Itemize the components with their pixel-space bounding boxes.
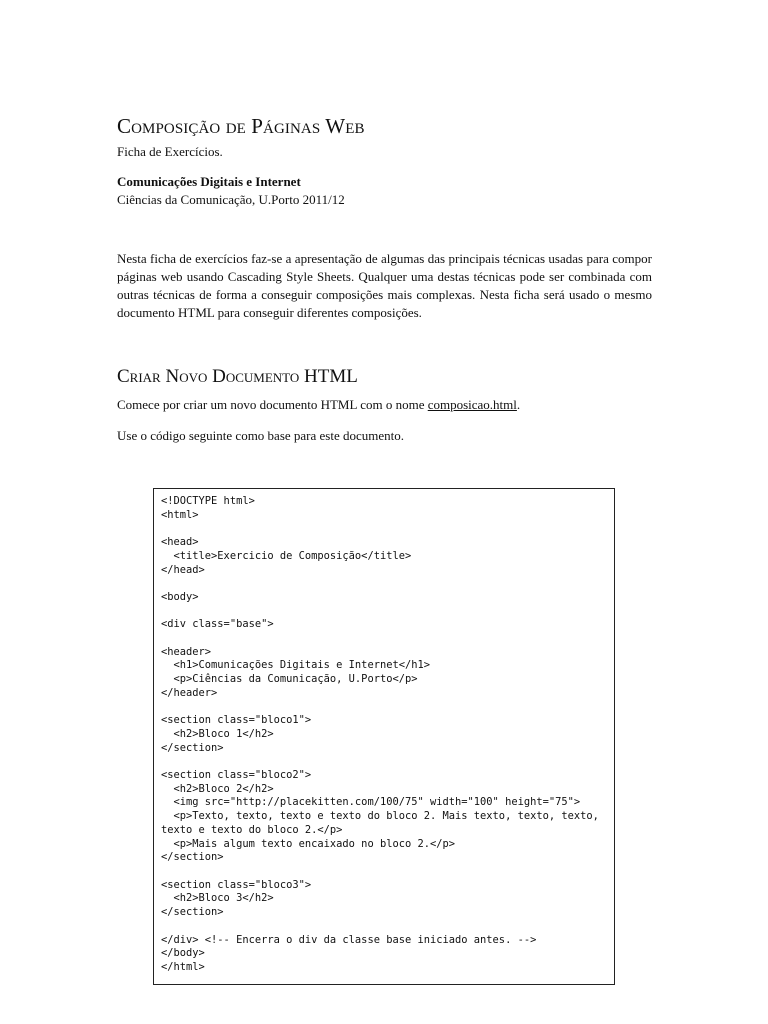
- instruction-period: .: [516, 397, 521, 412]
- document-subtitle: Ficha de Exercícios.: [117, 144, 223, 159]
- document-title: Composição de Páginas Web: [117, 114, 365, 138]
- section-heading: Criar Novo Documento HTML: [117, 366, 358, 387]
- filename-link[interactable]: composicao.html: [427, 397, 517, 412]
- intro-paragraph: Nesta ficha de exercícios faz-se a apresentação de algumas das principais técnicas usadas para compor páginas web usando Cascading Style Sheets. Qualquer uma destas técnicas pode ser combinada com outras técnicas de forma a conseguir composições mais complexas. Nesta ficha será usado o mesmo documento HTML para conseguir diferentes composições.: [117, 251, 652, 320]
- institution-line: Ciências da Comunicação, U.Porto 2011/12: [117, 192, 345, 207]
- course-name: Comunicações Digitais e Internet: [117, 174, 301, 189]
- base-code-paragraph: Use o código seguinte como base para este documento.: [117, 428, 404, 443]
- instruction-text: Comece por criar um novo documento HTML com o nome: [117, 397, 428, 412]
- code-box: [153, 488, 615, 985]
- instruction-paragraph: [117, 397, 652, 413]
- code-listing: <!DOCTYPE html> <html> <head> <title>Exercicio de Composição</title> </head> <body> <div class="base"> <header> <h1>Comunicações Digitais e Internet</h1> <p>Ciências da Comunicação, U.Porto</p> </header> <section class="bloco1"> <h2>Bloco 1</h2> </section> <section class="bloco2"> <h2>Bloco 2</h2> <img src="http://placekitten.com/100/75" width="100" height="75"> <p>Texto, texto, texto e texto do bloco 2. Mais texto, texto, texto, texto e texto do bloco 2.</p> <p>Mais algum texto encaixado no bloco 2.</p> </section> <section class="bloco3"> <h2>Bloco 3</h2> </section> </div> <!-- Encerra o div da classe base iniciado antes. --> </body> </html>: [161, 495, 599, 973]
